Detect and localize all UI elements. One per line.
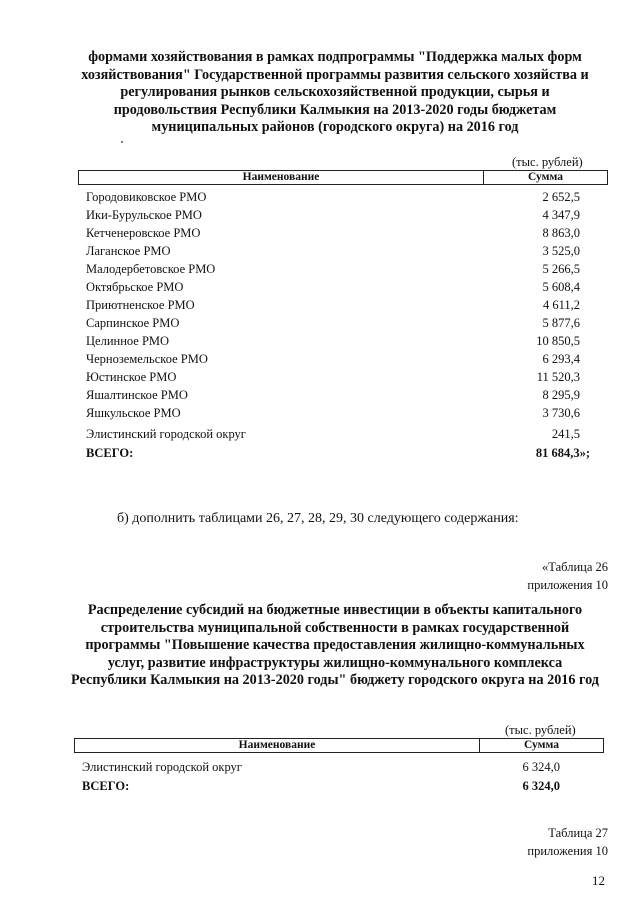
table-row (86, 316, 580, 334)
table-row (86, 352, 580, 370)
section1-col-sum: Сумма (528, 171, 563, 183)
section2-col-sum: Сумма (524, 739, 559, 751)
row-name: Малодербетовское РМО (86, 262, 216, 276)
row-name: Юстинское РМО (86, 370, 177, 384)
row-value: 241,5 (551, 427, 580, 441)
row-value: 6 293,4 (542, 352, 580, 366)
row-value: 11 520,3 (536, 370, 580, 384)
section2-col-name: Наименование (75, 739, 480, 752)
row-name: Яшалтинское РМО (86, 388, 188, 402)
table-row (86, 334, 580, 352)
table-total-row (86, 446, 590, 464)
table-row (86, 244, 580, 262)
row-value: 8 863,0 (542, 226, 580, 240)
row-value: 2 652,5 (542, 190, 580, 204)
row-name: Городовиковское РМО (86, 190, 207, 204)
section2-heading: Распределение субсидий на бюджетные инвестиции в объекты капитального строительства муниципальной собственности в рамках государственной программы "Повышение качества предоставления жилищно-коммунальных услуг, развитие инфраструктуры жилищно-коммунального комплекса Республики Калмыкия на 2013-2020 годы" бюджету городского округа на 2016 год (71, 602, 599, 688)
table-row (86, 427, 580, 445)
table-row (86, 262, 580, 280)
page-number: 12 (592, 873, 605, 888)
section1-col-name: Наименование (79, 171, 484, 184)
row-name: Сарпинское РМО (86, 316, 180, 330)
table-row (86, 226, 580, 244)
row-value: 4 611,2 (542, 298, 580, 312)
row-value: 4 347,9 (542, 208, 580, 222)
table-total-row (82, 779, 560, 797)
section1-table-header (78, 170, 608, 185)
row-name: Элистинский городской округ (82, 760, 242, 774)
table-row (86, 388, 580, 406)
row-name: Кетченеровское РМО (86, 226, 201, 240)
table-row (82, 760, 560, 778)
row-name: Целинное РМО (86, 334, 170, 348)
row-value: 5 877,6 (542, 316, 580, 330)
table-row (86, 190, 580, 208)
total-label: ВСЕГО: (86, 446, 134, 460)
section1-heading: формами хозяйствования в рамках подпрограммы "Поддержка малых форм хозяйствования" Государственной программы развития сельского хозяйства и регулирования рынков сельскохозяйственной продукции, сырья и продовольствия Республики Калмыкия на 2013-2020 годы бюджетам муниципальных районов (городского округа) на 2016 год (81, 49, 589, 135)
table26-note-line2: приложения 10 (527, 578, 608, 592)
row-value: 3 730,6 (542, 406, 580, 420)
row-name: Лаганское РМО (86, 244, 171, 258)
section2-table-header (74, 738, 604, 753)
row-value: 5 608,4 (542, 280, 580, 294)
row-name: Элистинский городской округ (86, 427, 246, 441)
row-name: Октябрьское РМО (86, 280, 184, 294)
row-name: Приютненское РМО (86, 298, 195, 312)
section2-units: (тыс. рублей) (505, 723, 576, 737)
table26-note-line1: «Таблица 26 (542, 560, 608, 574)
row-name: Черноземельское РМО (86, 352, 208, 366)
scan-mark (121, 141, 123, 143)
table27-note (527, 824, 608, 860)
table27-note-line2: приложения 10 (527, 844, 608, 858)
table27-note-line1: Таблица 27 (548, 826, 608, 840)
table26-note (527, 558, 608, 594)
total-value: 81 684,3»; (535, 446, 590, 460)
table-row (86, 370, 580, 388)
row-name: Яшкульское РМО (86, 406, 181, 420)
table-row (86, 406, 580, 424)
table-row (86, 280, 580, 298)
row-value: 6 324,0 (522, 760, 560, 774)
total-label: ВСЕГО: (82, 779, 130, 793)
table-row (86, 298, 580, 316)
total-value: 6 324,0 (522, 779, 560, 793)
row-value: 3 525,0 (542, 244, 580, 258)
row-value: 10 850,5 (536, 334, 580, 348)
row-name: Ики-Бурульское РМО (86, 208, 202, 222)
paragraph-b: б) дополнить таблицами 26, 27, 28, 29, 30 следующего содержания: (117, 511, 519, 526)
row-value: 8 295,9 (542, 388, 580, 402)
section1-units: (тыс. рублей) (512, 155, 583, 169)
row-value: 5 266,5 (542, 262, 580, 276)
table-row (86, 208, 580, 226)
